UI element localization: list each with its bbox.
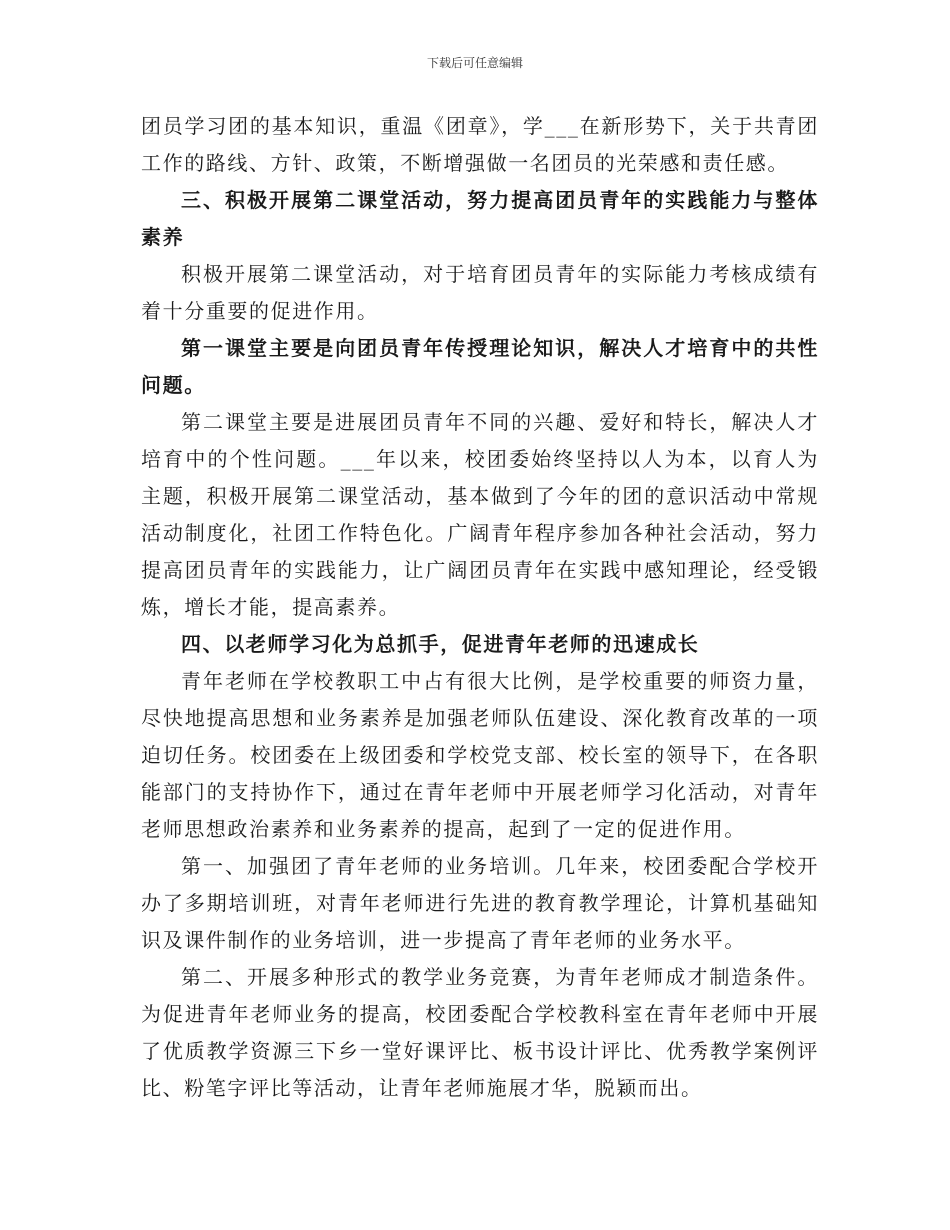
paragraph-continued: 团员学习团的基本知识，重温《团章》，学___在新形势下，关于共青团工作的路线、方针、政策，不断增强做一名团员的光荣感和责任感。 (141, 114, 819, 175)
section-heading-four: 四、以老师学习化为总抓手，促进青年老师的迅速成长 (181, 632, 700, 656)
paragraph: 第一、加强团了青年老师的业务培训。几年来，校团委配合学校开办了多期培训班，对青年老师进行先进的教育教学理论，计算机基础知识及课件制作的业务培训，进一步提高了青年老师的业务水平。 (141, 854, 819, 952)
paragraph: 积极开展第二课堂活动，对于培育团员青年的实际能力考核成绩有着十分重要的促进作用。 (141, 262, 819, 323)
document-body (141, 108, 819, 1107)
paragraph: 第二课堂主要是进展团员青年不同的兴趣、爱好和特长，解决人才培育中的个性问题。___年以来，校团委始终坚持以人为本，以育人为主题，积极开展第二课堂活动，基本做到了今年的团的意识活动中常规活动制度化，社团工作特色化。广阔青年程序参加各种社会活动，努力提高团员青年的实践能力，让广阔团员青年在实践中感知理论，经受锻炼，增长才能，提高素养。 (141, 410, 819, 619)
paragraph: 第二、开展多种形式的教学业务竞赛，为青年老师成才制造条件。为促进青年老师业务的提高，校团委配合学校教科室在青年老师中开展了优质教学资源三下乡一堂好课评比、板书设计评比、优秀教学案例评比、粉笔字评比等活动，让青年老师施展才华，脱颖而出。 (141, 965, 819, 1100)
page-header-note: 下载后可任意编辑 (426, 56, 523, 70)
bold-statement: 第一课堂主要是向团员青年传授理论知识，解决人才培育中的共性问题。 (141, 336, 819, 397)
section-heading-three: 三、积极开展第二课堂活动，努力提高团员青年的实践能力与整体素养 (141, 188, 819, 249)
paragraph: 青年老师在学校教职工中占有很大比例，是学校重要的师资力量，尽快地提高思想和业务素养是加强老师队伍建设、深化教育改革的一项迫切任务。校团委在上级团委和学校党支部、校长室的领导下，在各职能部门的支持协作下，通过在青年老师中开展老师学习化活动，对青年老师思想政治素养和业务素养的提高，起到了一定的促进作用。 (141, 669, 819, 841)
